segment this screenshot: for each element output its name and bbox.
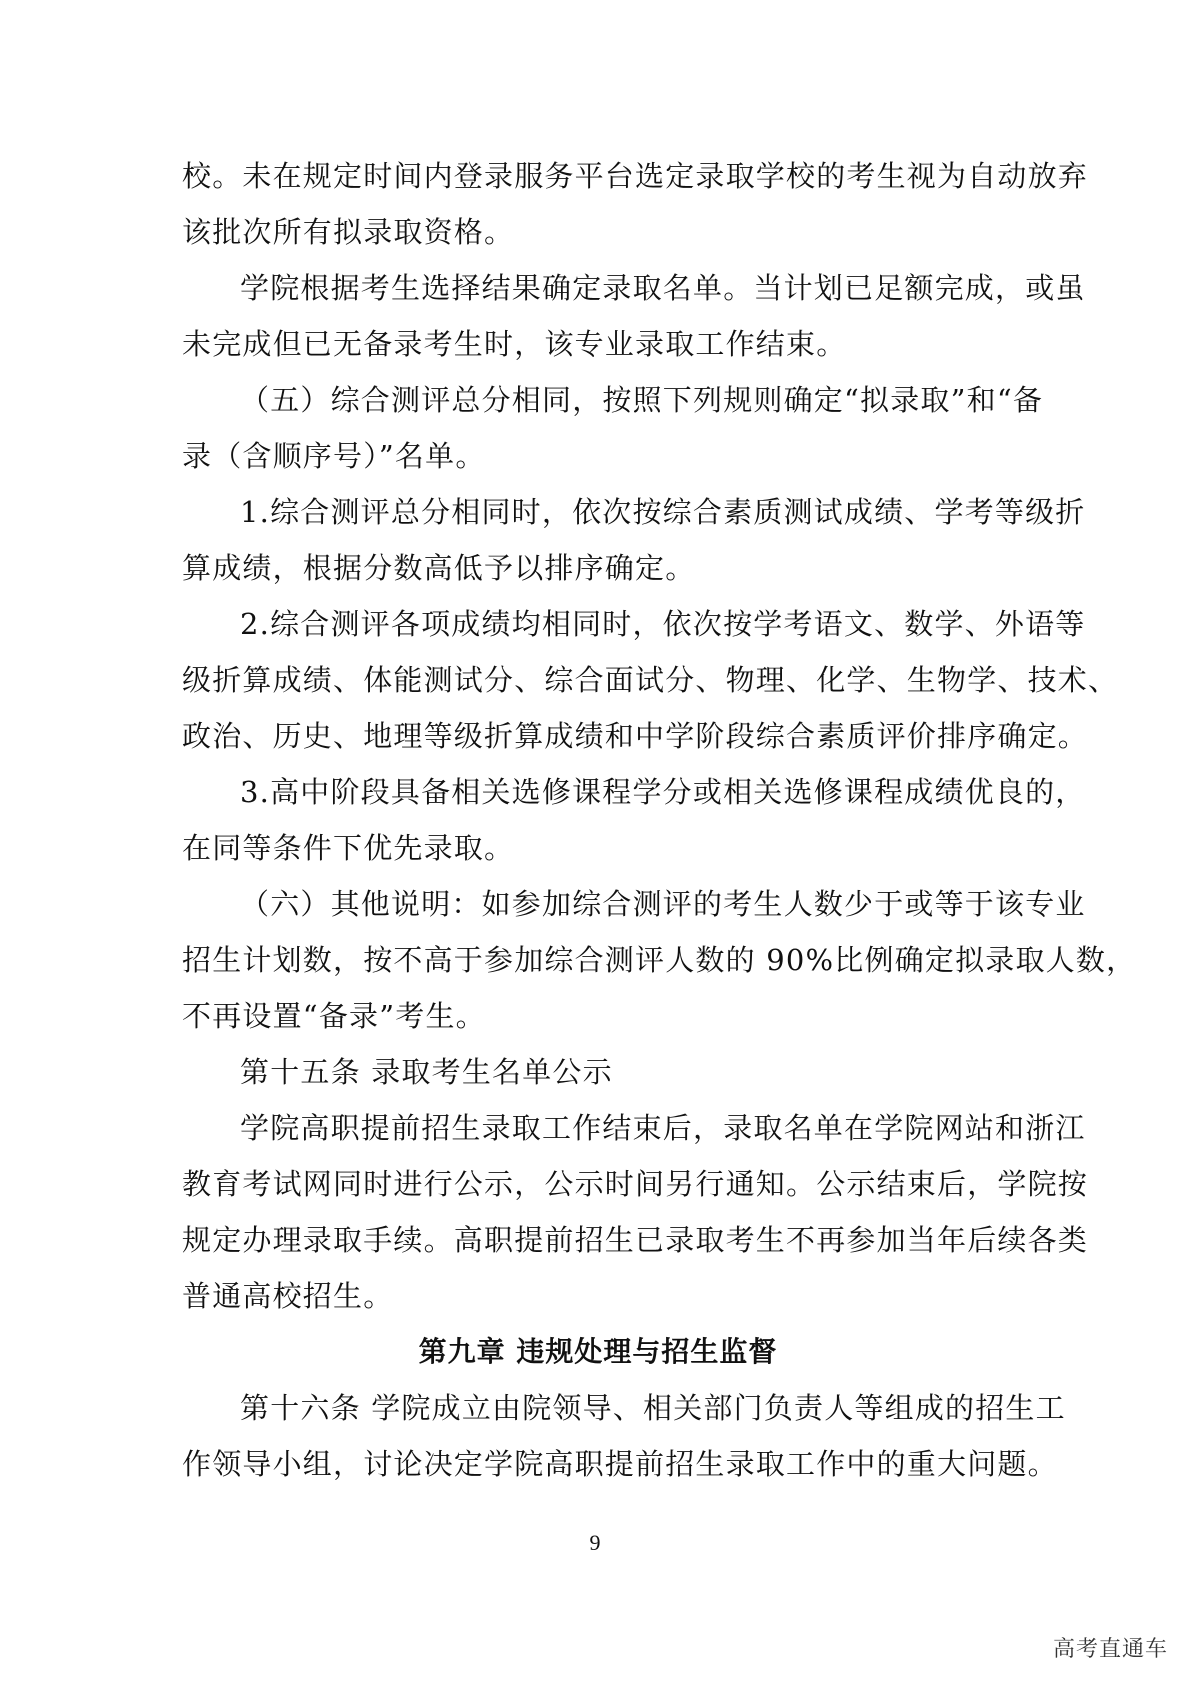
body-line: 规定办理录取手续。高职提前招生已录取考生不再参加当年后续各类	[182, 1223, 1089, 1257]
watermark: 高考直通车	[1052, 1637, 1168, 1662]
body-line: （六）其他说明：如参加综合测评的考生人数少于或等于该专业	[240, 887, 1086, 921]
body-line: 教育考试网同时进行公示，公示时间另行通知。公示结束后，学院按	[182, 1167, 1089, 1201]
body-line: 不再设置“备录”考生。	[182, 999, 486, 1033]
body-line: 未完成但已无备录考生时，该专业录取工作结束。	[182, 327, 847, 361]
chapter-heading: 第九章 违规处理与招生监督	[418, 1335, 778, 1368]
body-line: 第十六条 学院成立由院领导、相关部门负责人等组成的招生工	[240, 1391, 1066, 1425]
body-line: 校。未在规定时间内登录服务平台选定录取学校的考生视为自动放弃	[182, 159, 1089, 193]
body-line: 2.综合测评各项成绩均相同时，依次按学考语文、数学、外语等	[240, 607, 1086, 641]
body-line: 级折算成绩、体能测试分、综合面试分、物理、化学、生物学、技术、	[182, 663, 1119, 697]
body-line: 算成绩，根据分数高低予以排序确定。	[182, 551, 696, 585]
body-line: 1.综合测评总分相同时，依次按综合素质测试成绩、学考等级折	[240, 495, 1086, 529]
body-line: 3.高中阶段具备相关选修课程学分或相关选修课程成绩优良的，	[240, 775, 1086, 809]
body-line: 录（含顺序号）”名单。	[182, 439, 486, 473]
body-line: 学院根据考生选择结果确定录取名单。当计划已足额完成，或虽	[240, 271, 1086, 305]
page-number: 9	[589, 1530, 601, 1555]
body-line: 在同等条件下优先录取。	[182, 831, 515, 865]
body-line: 该批次所有拟录取资格。	[182, 215, 515, 249]
article-heading: 第十五条 录取考生名单公示	[240, 1055, 613, 1089]
body-line: 招生计划数，按不高于参加综合测评人数的 90%比例确定拟录取人数，	[182, 943, 1137, 977]
body-line: 普通高校招生。	[182, 1279, 394, 1313]
body-line: （五）综合测评总分相同，按照下列规则确定“拟录取”和“备	[240, 383, 1044, 417]
document-body	[182, 148, 1137, 1492]
body-line: 政治、历史、地理等级折算成绩和中学阶段综合素质评价排序确定。	[182, 719, 1089, 753]
body-line: 学院高职提前招生录取工作结束后，录取名单在学院网站和浙江	[240, 1111, 1086, 1145]
body-line: 作领导小组，讨论决定学院高职提前招生录取工作中的重大问题。	[182, 1447, 1058, 1481]
